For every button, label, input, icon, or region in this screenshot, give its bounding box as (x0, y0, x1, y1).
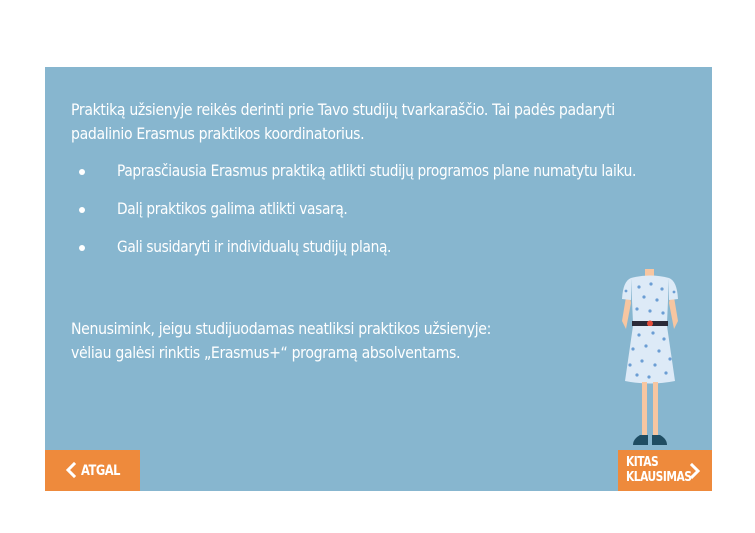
list-item-text: Dalį praktikos galima atlikti vasarą. (117, 199, 348, 218)
chevron-right-icon (690, 463, 701, 479)
next-question-button[interactable] (618, 450, 712, 491)
chevron-left-icon (65, 462, 76, 478)
next-label-line-1: KITAS (626, 455, 659, 470)
next-label-line-2: KLAUSIMAS (626, 470, 692, 485)
outro-line-2: vėliau galėsi rinktis „Erasmus+“ programą absolventams. (71, 343, 461, 362)
woman-in-dress-illustration (615, 269, 685, 449)
bullet-icon (79, 245, 85, 251)
bullet-icon (79, 207, 85, 213)
next-button-label (626, 455, 691, 485)
bullet-icon (79, 169, 85, 175)
intro-paragraph: Praktiką užsienyje reikės derinti prie Tavo studijų tvarkaraščio. Tai padės padaryti padalinio Erasmus praktikos koordinatorius. (71, 100, 615, 143)
content-panel (45, 67, 712, 491)
list-item-text: Gali susidaryti ir individualų studijų planą. (117, 237, 392, 256)
back-button-label: ATGAL (81, 463, 120, 479)
list-item-text: Paprasčiausia Erasmus praktiką atlikti studijų programos plane numatytu laiku. (117, 161, 637, 180)
back-button[interactable] (45, 450, 140, 491)
outro-paragraph (71, 317, 564, 365)
outro-line-1: Nenusimink, jeigu studijuodamas neatliksi praktikos užsienyje: (71, 319, 492, 338)
